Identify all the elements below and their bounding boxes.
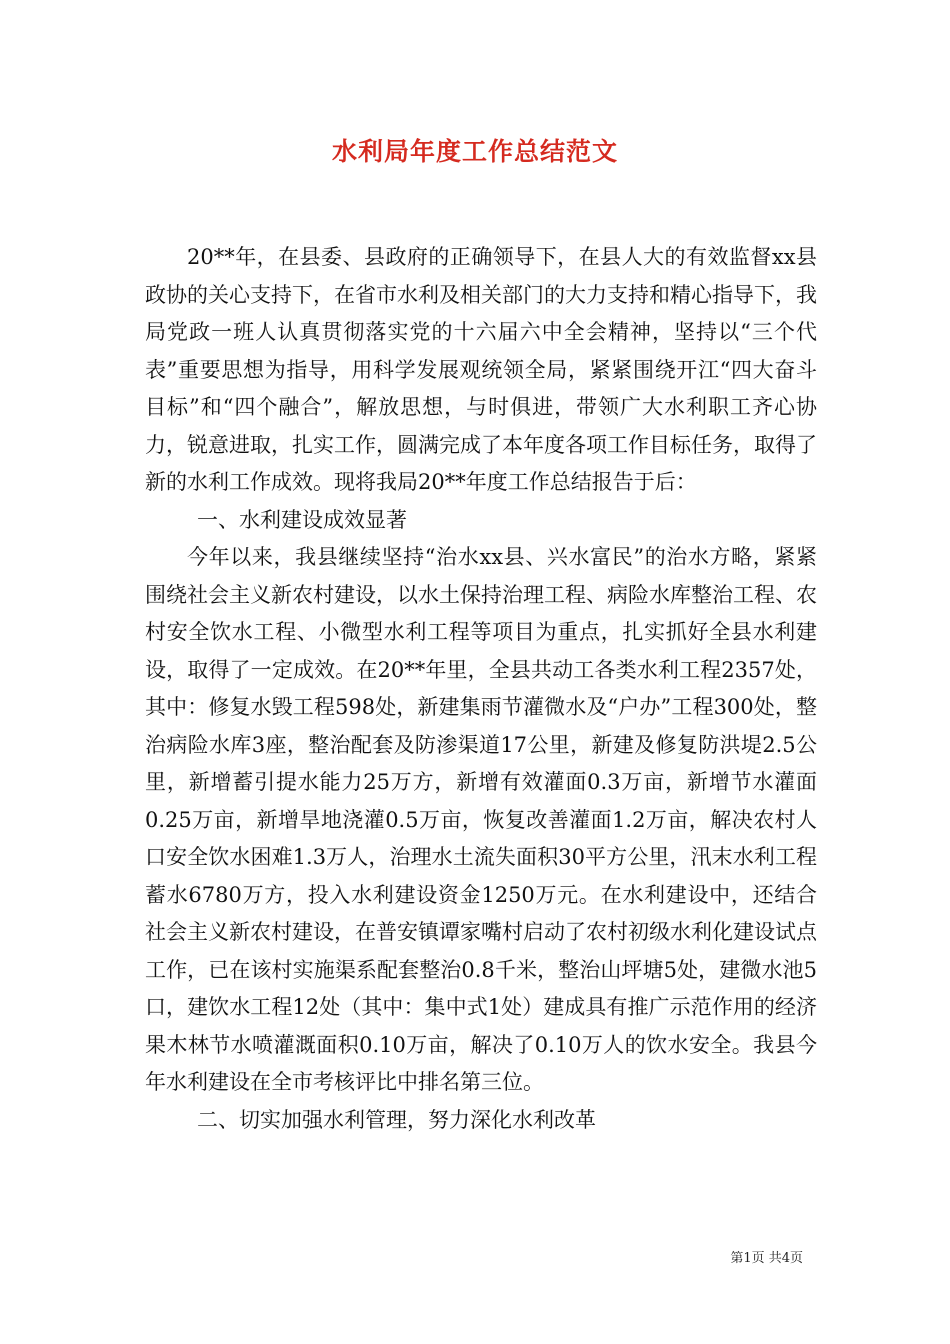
section-1-paragraph: 今年以来，我县继续坚持“治水xx县、兴水富民”的治水方略，紧紧围绕社会主义新农村建设，以水土保持治理工程、病险水库整治工程、农村安全饮水工程、小微型水利工程等项目为重点，扎实抓好全县水利建设，取得了一定成效。在20**年里，全县共动工各类水利工程2357处，其中：修复水毁工程598处，新建集雨节灌微水及“户办”工程300处，整治病险水库3座，整治配套及防渗渠道17公里，新建及修复防洪堤2.5公里，新增蓄引提水能力25万方，新增有效灌面0.3万亩，新增节水灌面0.25万亩，新增旱地浇灌0.5万亩，恢复改善灌面1.2万亩，解决农村人口安全饮水困难1.3万人，治理水土流失面积30平方公里，汛末水利工程蓄水6780万方，投入水利建设资金1250万元。在水利建设中，还结合社会主义新农村建设，在普安镇谭家嘴村启动了农村初级水利化建设试点工作，已在该村实施渠系配套整治0.8千米，整治山坪塘5处，建微水池5口，建饮水工程12处（其中：集中式1处）建成具有推广示范作用的经济果木林节水喷灌溉面积0.10万亩，解决了0.10万人的饮水安全。我县今年水利建设在全市考核评比中排名第三位。 [145, 545, 817, 1094]
document-title: 水利局年度工作总结范文 [331, 137, 618, 166]
intro-paragraph: 20**年，在县委、县政府的正确领导下，在县人大的有效监督xx县政协的关心支持下，在省市水利及相关部门的大力支持和精心指导下，我局党政一班人认真贯彻落实党的十六届六中全会精神，坚持以“三个代表”重要思想为指导，用科学发展观统领全局，紧紧围绕开江“四大奋斗目标”和“四个融合”，解放思想，与时俱进，带领广大水利职工齐心协力，锐意进取，扎实工作，圆满完成了本年度各项工作目标任务，取得了新的水利工作成效。现将我局20**年度工作总结报告于后： [145, 245, 817, 494]
page-number: 第1页 共4页 [730, 1251, 803, 1266]
section-heading-1: 一、水利建设成效显著 [197, 507, 407, 532]
document-body [145, 239, 817, 1139]
section-heading-2: 二、切实加强水利管理，努力深化水利改革 [197, 1107, 596, 1132]
